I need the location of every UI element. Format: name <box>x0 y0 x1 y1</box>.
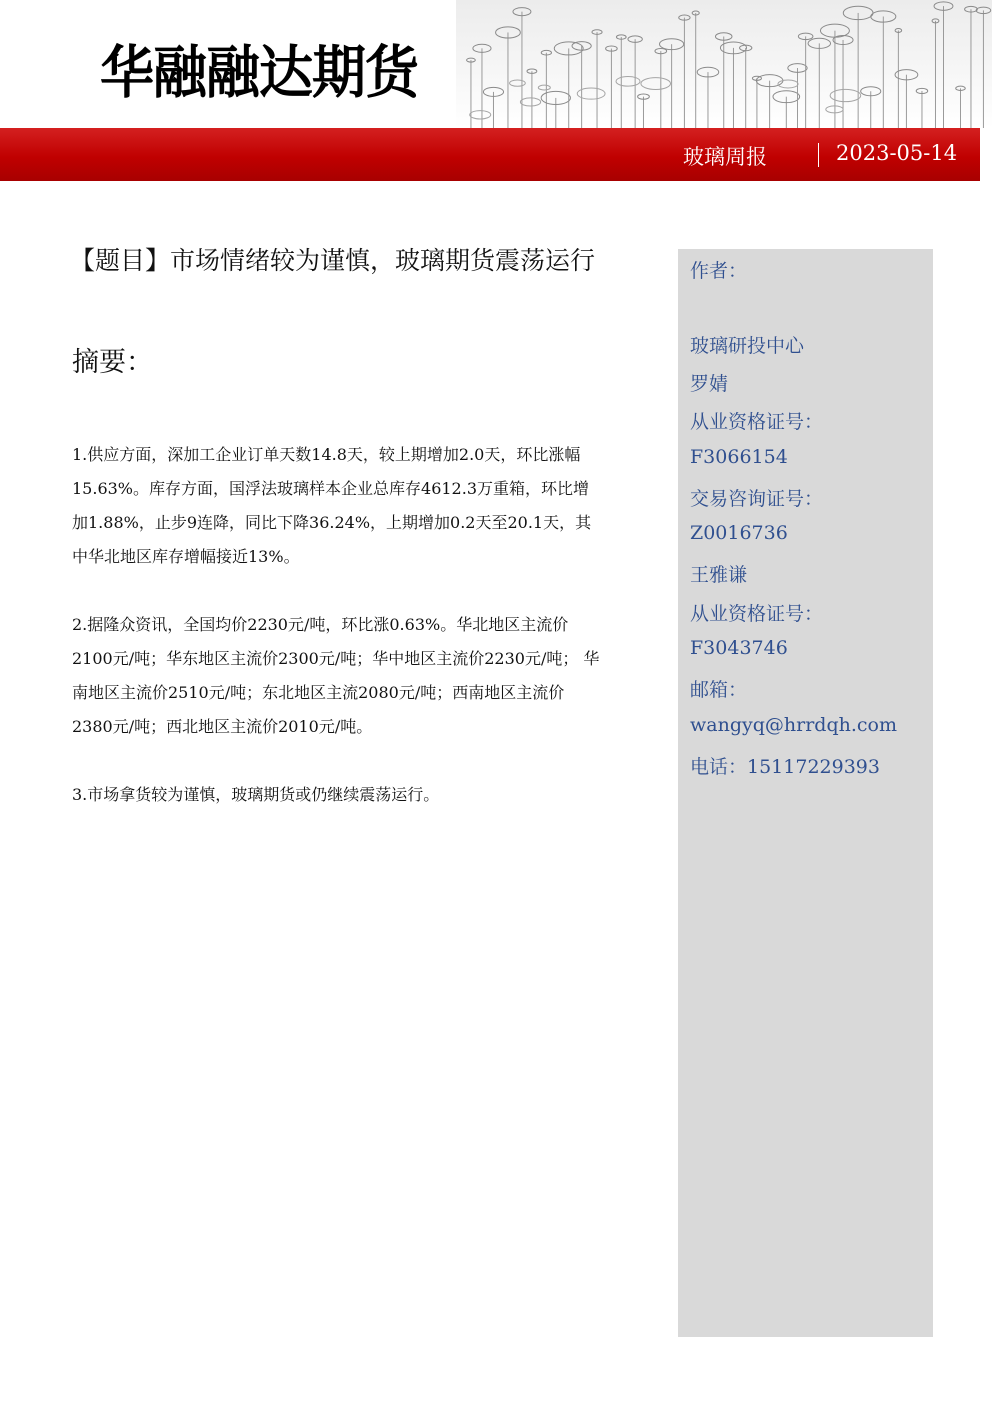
analyst-1-name: 罗婧 <box>690 373 729 395</box>
report-type-label: 玻璃周报 <box>683 145 767 169</box>
summary-heading: 摘要： <box>72 347 153 378</box>
decor-ring <box>470 111 491 119</box>
analyst-1-cert: F3066154 <box>690 446 788 468</box>
analyst-2-cert-label: 从业资格证号： <box>690 603 824 625</box>
header-decoration <box>456 0 992 128</box>
author-sidebar <box>678 249 933 1337</box>
decor-ring <box>616 77 640 87</box>
summary-paragraph-2: 2.据隆众资讯，全国均价2230元/吨，环比涨0.63%。华北地区主流价2100元/吨；华东地区主流价2300元/吨；华中地区主流价2230元/吨； 华南地区主流价2510元/吨；东北地区主流2080元/吨；西南地区主流价2380元/吨；西北地区主流价2010元/吨。 <box>72 615 600 736</box>
author-label: 作者： <box>690 260 748 282</box>
decor-ring <box>641 78 671 90</box>
analyst-2-cert: F3043746 <box>690 637 788 659</box>
decor-ring <box>538 85 550 90</box>
author-department: 玻璃研投中心 <box>690 335 805 357</box>
decor-ring <box>510 80 526 86</box>
article-title: 【题目】市场情绪较为谨慎，玻璃期货震荡运行 <box>70 246 596 275</box>
analyst-2-name: 王雅谦 <box>690 564 748 586</box>
analyst-1-advisory-label: 交易咨询证号： <box>690 488 824 510</box>
header-divider <box>818 143 819 167</box>
email-label: 邮箱： <box>690 679 748 701</box>
report-date: 2023-05-14 <box>836 141 958 165</box>
email-address: wangyq@hrrdqh.com <box>690 714 897 736</box>
analyst-1-cert-label: 从业资格证号： <box>690 411 824 433</box>
summary-paragraph-3: 3.市场拿货较为谨慎，玻璃期货或仍继续震荡运行。 <box>72 785 440 804</box>
summary-paragraph-1: 1.供应方面，深加工企业订单天数14.8天，较上期增加2.0天，环比涨幅15.63%。库存方面，国浮法玻璃样本企业总库存4612.3万重箱，环比增加1.88%，止步9连降，同比下降36.24%，上期增加0.2天至20.1天，其中华北地区库存增幅接近13%。 <box>72 445 592 566</box>
decor-ring <box>520 98 540 106</box>
analyst-1-advisory: Z0016736 <box>690 522 788 544</box>
brand-logo: 华融融达期货 <box>100 39 418 106</box>
decorative-lines-graphic <box>456 0 992 128</box>
header-band <box>0 128 980 181</box>
phone-number: 电话：15117229393 <box>690 756 880 778</box>
summary-body <box>72 438 602 846</box>
